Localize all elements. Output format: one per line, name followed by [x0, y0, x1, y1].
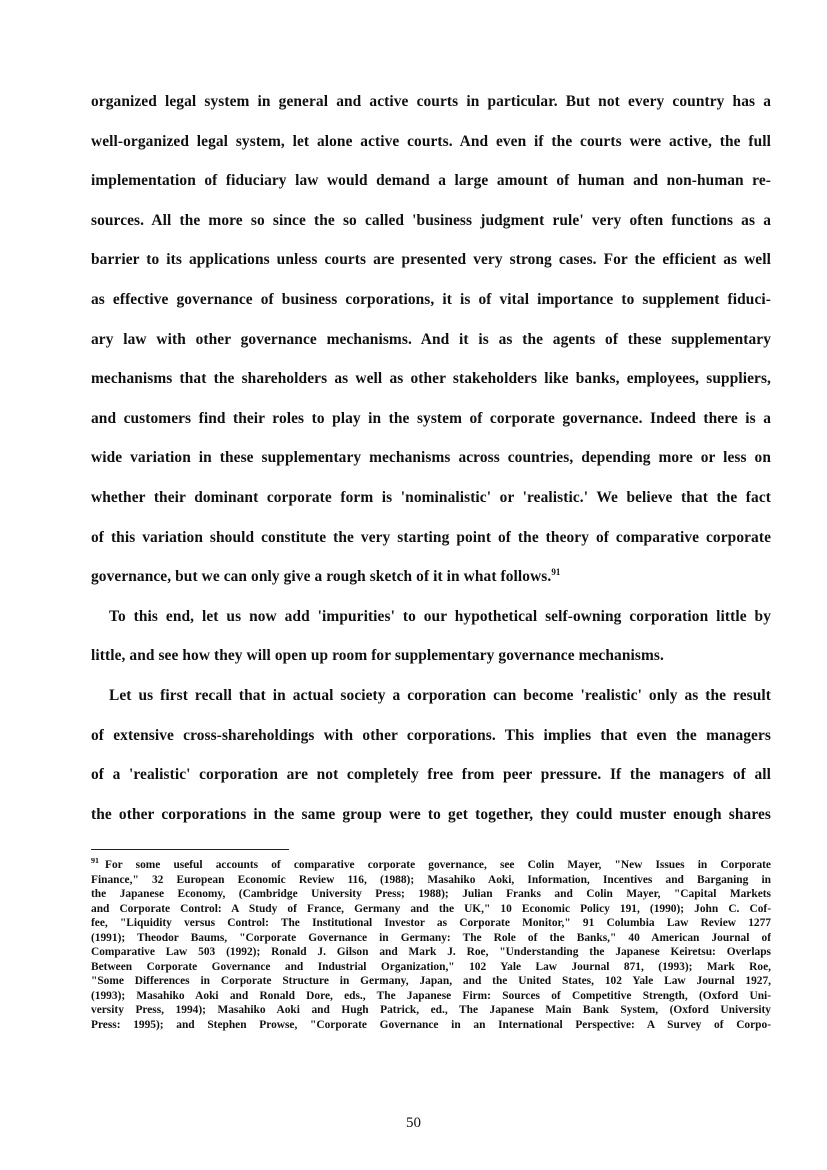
footnote-line: versity Press, 1994); Masahiko Aoki and Hugh Patrick, ed., The Japanese Main Bank System, (Oxford University — [91, 1004, 771, 1017]
body-line: of this variation should constitute the very starting point of the theory of comparative corporate — [91, 528, 771, 546]
body-line: as effective governance of business corporations, it is of vital importance to supplement fiduci- — [91, 290, 771, 308]
footnote-line: Finance," 32 European Economic Review 116, (1988); Masahiko Aoki, Information, Incentives and Barganing in — [91, 873, 771, 886]
body-line: ary law with other governance mechanisms. And it is as the agents of these supplementary — [91, 330, 771, 348]
body-line — [91, 563, 771, 603]
footnote-line: Between Corporate Governance and Industrial Organization," 102 Yale Law Journal 871, (1993); Mark Roe, — [91, 960, 771, 973]
footnote-separator — [91, 849, 289, 850]
footnote-line-text: For some useful accounts of comparative corporate governance, see Colin Mayer, "New Issues in Corporate — [105, 859, 771, 871]
footnote-line: "Some Differences in Corporate Structure in Germany, Japan, and the United States, 102 Yale Law Journal 1927, — [91, 975, 771, 988]
body-line: organized legal system in general and active courts in particular. But not every country has a — [91, 93, 771, 110]
body-line: and customers find their roles to play in the system of corporate governance. Indeed there is a — [91, 409, 771, 427]
body-line: whether their dominant corporate form is 'nominalistic' or 'realistic.' We believe that the fact — [91, 488, 771, 506]
body-line: well-organized legal system, let alone active courts. And even if the courts were active, the full — [91, 132, 771, 150]
footnote-mark: 91 — [91, 858, 99, 866]
footnote-line: Comparative Law 503 (1992); Ronald J. Gilson and Mark J. Roe, "Understanding the Japanese Keiretsu: Overlaps — [91, 946, 771, 959]
body-line: wide variation in these supplementary mechanisms across countries, depending more or less on — [91, 449, 771, 467]
body-line: Let us first recall that in actual society a corporation can become 'realistic' only as the result — [109, 686, 771, 704]
footnote-line: and Corporate Control: A Study of France, Germany and the UK," 10 Economic Policy 191, (1990); John C. Cof- — [91, 902, 771, 915]
body-line: of a 'realistic' corporation are not completely free from peer pressure. If the managers of all — [91, 766, 771, 784]
footnote-line: (1991); Theodor Baums, "Corporate Governance in Germany: The Role of the Banks," 40 American Journal of — [91, 931, 771, 944]
body-line: of extensive cross-shareholdings with other corporations. This implies that even the managers — [91, 726, 771, 744]
body-line: implementation of fiduciary law would demand a large amount of human and non-human re- — [91, 172, 771, 190]
page-number: 50 — [406, 1115, 421, 1131]
footnote-line: (1993); Masahiko Aoki and Ronald Dore, eds., The Japanese Firm: Sources of Competitive Strength, (Oxford Uni- — [91, 989, 771, 1002]
footnote-line: fee, "Liquidity versus Control: The Institutional Investor as Corporate Monitor," 91 Columbia Law Review 1277 — [91, 917, 771, 930]
footnote-reference[interactable]: 91 — [551, 567, 561, 577]
body-line: sources. All the more so since the so called 'business judgment rule' very often functions as a — [91, 211, 771, 229]
body-line: mechanisms that the shareholders as well as other stakeholders like banks, employees, suppliers, — [91, 370, 771, 388]
body-line: the other corporations in the same group were to get together, they could muster enough shares — [91, 805, 771, 823]
body-text — [91, 88, 771, 840]
footnote-line: the Japanese Economy, (Cambridge University Press; 1988); Julian Franks and Colin Mayer, "Capital Markets — [91, 888, 771, 901]
footnote-line: Press: 1995); and Stephen Prowse, "Corporate Governance in an International Perspective: A Survey of Corpo- — [91, 1019, 771, 1032]
body-line-text: governance, but we can only give a rough sketch of it in what follows. — [91, 568, 552, 586]
footnote — [91, 858, 771, 1033]
body-line: little, and see how they will open up room for supplementary governance mechanisms. — [91, 647, 664, 665]
body-line: barrier to its applications unless courts are presented very strong cases. For the efficient as well — [91, 251, 771, 269]
footnote-line — [91, 858, 771, 873]
body-line: To this end, let us now add 'impurities' to our hypothetical self-owning corporation little by — [109, 607, 771, 625]
